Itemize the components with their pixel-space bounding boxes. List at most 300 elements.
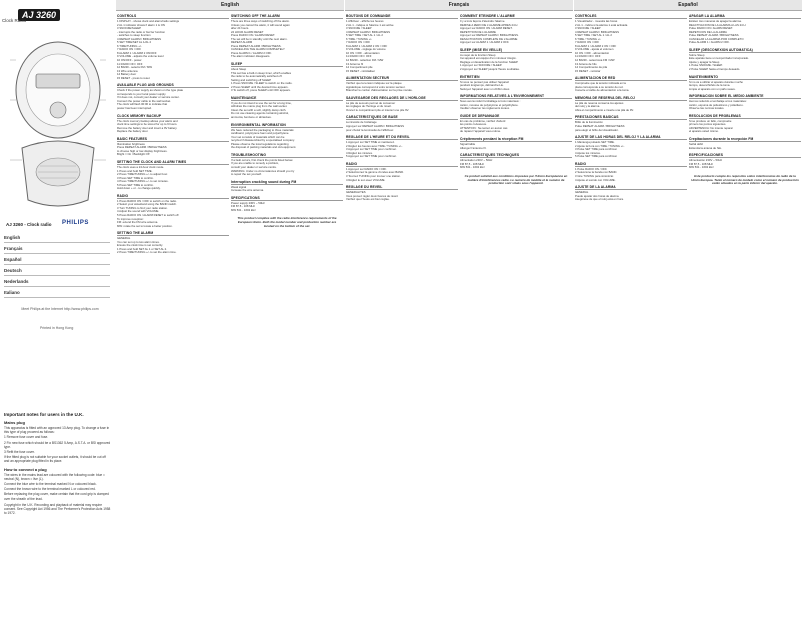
device-display xyxy=(36,74,80,88)
instruction-section xyxy=(117,13,229,80)
model-logo: AJ 3260 xyxy=(18,9,60,21)
section-line: If you do not intend to use the set for a long time, xyxy=(231,101,292,105)
section-heading: ALIMENTATION SECTEUR xyxy=(346,75,458,81)
instruction-section xyxy=(231,179,343,193)
section-line: Appuyez sur REPEAT ALARM / BRIGHTNESS. xyxy=(460,34,519,38)
section-line: Vérifiez que la tension indiquée sur la plaque xyxy=(346,82,402,86)
section-line: 4 Press TIME/TUNING +/- to set minutes. xyxy=(117,180,169,184)
section-line: 7 RADIO ON / OFF xyxy=(346,41,371,45)
section-line: CANCELAR LA ALARMA POR COMPLETO xyxy=(689,37,744,41)
section-heading: Crépitements pendant la réception FM xyxy=(460,136,572,142)
instruction-section xyxy=(231,122,343,150)
instruction-section xyxy=(689,93,801,111)
instruction-section xyxy=(231,13,343,59)
section-line: 2 AL 1 indicator shows if alarm 1 is ON xyxy=(117,23,165,27)
section-line: the radio to be automatically switched off. xyxy=(231,75,283,79)
section-line: 1 Afficheur - affiche les heures xyxy=(346,20,384,23)
section-line: 13 Antenne fil xyxy=(346,62,363,66)
product-title: Clock Radio xyxy=(2,18,27,23)
section-line: Increase the wire antenna. xyxy=(231,189,264,193)
section-heading: CARACTERISTIQUES DE BASE xyxy=(346,114,458,120)
section-line: Press REPEAT ALARM / BRIGHTNESS xyxy=(117,146,167,150)
instruction-section xyxy=(346,95,458,113)
section-line: 5 SET TIME / SET AL 1 / AL 2 xyxy=(575,34,612,38)
section-line: Replace the battery door. xyxy=(117,130,149,134)
section-line: 5 Press SET TIME to confirm. xyxy=(117,183,154,187)
section-line: 1 Appuyez sur SET TIME et maintenez. xyxy=(346,141,395,145)
section-line: 1 Mantenga pulsado SET TIME. xyxy=(575,141,615,145)
section-line: Ouvrez le compartiment pile et insérez une pile 9V. xyxy=(346,108,410,112)
column-header: Français xyxy=(345,0,573,11)
section-heading: ENVIRONMENTAL INFORMATION xyxy=(231,122,343,128)
instruction-section xyxy=(117,82,229,110)
section-line: 12 BAND - selects FM / MW xyxy=(117,66,152,70)
section-line: placa corresponde a su tensión de red. xyxy=(575,85,624,89)
language-item-english: English xyxy=(4,232,110,243)
instruction-section xyxy=(575,13,687,73)
section-line: 7 RADIO ON / OFF xyxy=(575,41,600,45)
section-line: 15 RESET - reiniciar xyxy=(575,69,601,73)
section-line: The clock memory backup allows your alarm and xyxy=(117,119,178,123)
instruction-section xyxy=(689,152,801,170)
section-line: corresponds to your local power supply. xyxy=(117,92,167,96)
section-line: Signal faible xyxy=(460,143,476,147)
section-line: Please observe the local regulations regarding xyxy=(231,142,289,146)
section-line: 2 Sélectionnez la gamme d'ondes avec BAND. xyxy=(346,171,404,175)
section-line: En cas de problème, vérifiez d'abord xyxy=(460,119,506,123)
section-heading: GUIDE DE DEPANNAGE xyxy=(460,113,572,119)
section-heading: AJUSTE DE LA ALARMA xyxy=(575,184,687,190)
section-line: pendant longtemps, débranchez-le. xyxy=(460,84,504,88)
instruction-section xyxy=(117,193,229,228)
text-sub-column xyxy=(117,13,229,617)
section-line: 5 Press RADIO ON / ALARM RESET to switch off. xyxy=(117,213,180,217)
section-heading: SLEEP (DESCONEXION AUTOMATICA) xyxy=(689,47,801,53)
section-line: Señal débil xyxy=(689,143,703,147)
section-line: Luminosité de l'éclairage xyxy=(346,121,377,125)
section-line: Pulse REPEAT ALARM / BRIGHTNESS xyxy=(575,125,625,129)
section-line: withdraw the mains plug from the wall socket. xyxy=(231,105,288,109)
section-line: If it does not, consult your dealer or service center. xyxy=(117,96,180,100)
section-line: MW: rotate the set to locate a better position. xyxy=(117,224,173,228)
section-line: 5 SET TIME/SET AL 1/AL 2 xyxy=(117,41,151,45)
section-heading: AVAILABLE PLUG AND GROUNDS xyxy=(117,82,229,88)
instruction-section xyxy=(460,136,572,150)
section-line: 2 Select your waveband using the BAND switch. xyxy=(117,203,177,207)
section-line: La pila de reserva conserva los ajustes xyxy=(575,101,624,105)
section-line: CANCELLING THE ALARM COMPLETELY xyxy=(231,48,285,52)
section-line: 2 Pulse SLEEP hasta el tiempo deseado. xyxy=(689,68,741,72)
instruction-section xyxy=(575,95,687,113)
section-line: consult your dealer or service centre. xyxy=(231,165,277,169)
section-line: 4 REPEAT ALARM / BRIGHTNESS xyxy=(575,30,620,34)
mains-plug-text: This apparatus is fitted with an approved 13 Amp plug. To change a fuse in this type of plug proceed as follows: xyxy=(4,426,110,435)
language-item-italian: Italiano xyxy=(4,287,110,298)
section-line: de réparer l'appareil vous-même. xyxy=(460,130,501,134)
section-line: 5 SET TIME / SET AL 1 / AL 2 xyxy=(346,34,383,38)
connect-plug-text: Connect the brown wire to the terminal marked L or coloured red. xyxy=(4,487,96,492)
language-item-german: Deutsch xyxy=(4,265,110,276)
section-line: 3 Gire TUNING para sintonizar. xyxy=(575,174,614,178)
instruction-section xyxy=(460,47,572,72)
instruction-section xyxy=(689,113,801,134)
section-line: 14 Compartiment pile xyxy=(346,66,373,70)
instruction-section xyxy=(346,13,458,73)
section-line: 9 VOLUME - adjusts the volume level xyxy=(117,55,164,59)
section-line: 8 ALARM 1 / ALARM 2 ON / OFF xyxy=(346,44,388,48)
section-line: This set has a built-in sleep timer, which enables xyxy=(231,71,292,75)
section-line: 3 SNOOZE/SLEEP xyxy=(117,27,141,31)
section-heading: SETTING THE ALARM xyxy=(117,230,229,236)
instruction-section xyxy=(460,93,572,111)
section-line: 14 Compartimento de pila xyxy=(575,66,608,70)
instruction-section xyxy=(117,230,229,255)
section-line: 1 Pulse RADIO ON / OFF. xyxy=(575,167,608,171)
section-heading: COMMENT ETEINDRE L'ALARME xyxy=(460,13,572,19)
section-line: 12 BAND - selecciona FM / MW xyxy=(575,59,615,63)
section-line: 1 Press SNOOZE / SLEEP to switch on the radio. xyxy=(231,82,293,86)
section-line: Veuillez observer les règlements locaux. xyxy=(460,107,510,111)
instruction-section xyxy=(231,195,343,213)
section-line: The alarm indicator disappears. xyxy=(231,55,271,59)
section-line: 7 RADIO ON / OFF xyxy=(117,48,142,52)
section-heading: REGLAGE DU REVEIL xyxy=(346,184,458,190)
section-line: Puede ajustar dos horas de alarma. xyxy=(575,194,620,198)
section-line: MW 531 - 1602 kHz xyxy=(689,166,714,170)
mains-plug-text: 3 Refit the fuse cover. xyxy=(4,450,35,455)
section-line: 14 Battery door xyxy=(117,73,137,77)
section-heading: INFORMACION SOBRE EL MEDIO AMBIENTE xyxy=(689,93,801,99)
section-line: Weak signal xyxy=(231,185,247,189)
section-heading: ALIMENTACION DE RED xyxy=(575,75,687,81)
section-line: after 24 hours. xyxy=(231,27,250,31)
section-line: 2 Ajuste la hora con TIME / TUNING +/-. xyxy=(575,144,625,148)
section-line: REACTIVACION DE LA ALARMA A LAS 24 H xyxy=(689,23,746,27)
instruction-section xyxy=(346,75,458,93)
section-line: 4 REPEAT ALARM / BRIGHTNESS xyxy=(117,37,162,41)
philips-logo: PHILIPS xyxy=(62,220,89,226)
section-line: to choose high or low display brightness. xyxy=(117,149,168,153)
section-line: el aparato usted mismo. xyxy=(689,130,719,134)
section-line: FM 87,5 - 108 MHz xyxy=(689,162,713,166)
section-heading: MEMORIA DE RESERVA DEL RELOJ xyxy=(575,95,687,101)
instruction-section xyxy=(231,61,343,93)
section-line: para elegir el brillo del visualizador. xyxy=(575,128,619,132)
section-heading: RADIO xyxy=(117,193,229,199)
section-line: Pulse ALARM 1 / ALARM 2 OFF. xyxy=(689,41,730,45)
section-line: 12 BAND - sélection FM / MW xyxy=(346,59,384,63)
section-line: Press REPEAT ALARM / BRIGHTNESS. xyxy=(231,44,282,48)
printed-in-note: Printed in Hong Kong xyxy=(40,326,74,330)
section-line: carton, mousse de polystyrène et polyéthylène. xyxy=(460,103,519,107)
mains-plug-text: If the fitted plug is not suitable for your socket outlets, it should be cut off and an appropriate plug fitted in its place. xyxy=(4,455,106,464)
section-line: Setting and switching off SLEEP xyxy=(231,78,272,82)
instruction-section xyxy=(575,184,687,202)
section-line: FM: extend the FM wire antenna. xyxy=(117,221,159,225)
section-line: REPETITION DE L'ALARME xyxy=(460,30,496,34)
section-heading: RADIO xyxy=(346,161,458,167)
instruction-section xyxy=(117,159,229,191)
language-item-french: Français xyxy=(4,243,110,254)
section-line: Alimentation 230V ~ 50Hz xyxy=(460,159,493,163)
section-line: Ajuste y apagar la Sleep xyxy=(689,60,720,64)
section-line: 6 TIME / TUNING +/- xyxy=(575,37,602,41)
section-line: Bright = On / Backlight Off xyxy=(117,153,150,157)
language-item-dutch: Nederlands xyxy=(4,276,110,287)
section-line: 4 Ajuste el sonido con VOLUME. xyxy=(575,178,616,182)
section-line: 1 Press and hold SET AL 1 or SET AL 2. xyxy=(117,247,167,251)
section-line: Cet appareil est équipé d'un minuteur intégré. xyxy=(460,57,517,61)
section-heading: AJUSTE DE LAS HORAS DEL RELOJ Y LA ALARMA xyxy=(575,134,687,140)
section-line: ATTENTION : Ne tentez en aucun cas xyxy=(460,126,508,130)
instruction-section xyxy=(346,184,458,202)
section-line: GENERALITES xyxy=(346,191,366,195)
section-line: 6 TIME / TUNING +/- xyxy=(346,37,373,41)
section-line: 5 Pulse SET TIME para confirmar. xyxy=(575,155,618,159)
section-line: Your set consists of materials which can be xyxy=(231,135,285,139)
section-heading: INFORMATIONS RELATIVES A L'ENVIRONNEMENT xyxy=(460,93,572,99)
section-line: 3 SNOOZE / SLEEP xyxy=(346,27,372,31)
section-line: If a fault occurs, first check the points listed below. xyxy=(231,158,294,162)
section-line: Asegúrese de que el reloj está en hora. xyxy=(575,198,624,202)
mains-plug-text: 1 Remove fuse cover and fuse. xyxy=(4,435,49,440)
section-line: Extienda la antena de hilo. xyxy=(689,146,722,150)
section-heading: CLOCK MEMORY BACKUP xyxy=(117,113,229,119)
instruction-section xyxy=(460,13,572,45)
section-line: Pulse REPEAT ALARM / BRIGHTNESS. xyxy=(689,34,740,38)
section-heading: RADIO xyxy=(575,161,687,167)
section-line: Observe las normas locales. xyxy=(689,107,725,111)
section-line: the disposal of packing materials and old equipment. xyxy=(231,146,297,150)
section-heading: SLEEP (MISE EN VEILLE) xyxy=(460,47,572,53)
instruction-section xyxy=(575,161,687,182)
section-line: 2 Seleccione la banda con BAND. xyxy=(575,171,618,175)
section-line: 1 Pulse SNOOZE / SLEEP. xyxy=(689,64,723,68)
section-line: Unless you cancel the alarm, it will sound again xyxy=(231,23,290,27)
compliance-footer: Ce produit satisfait aux conditions imposées par l'Union Européenne en matière d'interférences radio. Le numéro de modèle et le numéro de production sont situés sous l'appareil. xyxy=(464,173,568,186)
connect-plug-text: The wires in the mains lead are coloured with the following code: blue = neutral (N), brown = live (L). xyxy=(4,472,105,481)
section-line: Este aparato tiene un temporizador incorporado. xyxy=(689,57,750,61)
section-heading: MAINTENANCE xyxy=(231,95,343,101)
section-line: 2 AL 1 - indique si l'alarme 1 est active xyxy=(346,23,394,27)
uk-notes-title: Important notes for users in the U.K. xyxy=(4,412,84,417)
section-heading: REGLAGE DE L'HEURE ET DU REVEIL xyxy=(346,134,458,140)
section-line: 5 Appuyez sur SET TIME pour confirmer. xyxy=(346,155,397,159)
section-line: REMISE A ZERO DE L'ALARME APRES 24 H xyxy=(460,23,518,27)
english-column xyxy=(116,0,344,617)
language-item-spanish: Español xyxy=(4,254,110,265)
section-line: MW 531 - 1602 kHz xyxy=(231,208,256,212)
section-line: WARNING: Under no circumstances should you try xyxy=(231,169,295,173)
section-line: ADVERTENCIA: No intente reparar xyxy=(689,126,733,130)
section-line: 2 AL 1 - indica si la alarma 1 está activada xyxy=(575,23,628,27)
section-line: - switches to sleep function xyxy=(117,34,151,38)
section-line: Brillo de la iluminación xyxy=(575,121,603,125)
section-line: Il y a trois façons d'éteindre l'alarme. xyxy=(460,20,506,23)
text-sub-column xyxy=(689,13,801,617)
instruction-section xyxy=(460,152,572,170)
section-line: Power supply 230V ~ 50Hz xyxy=(231,201,265,205)
section-heading: SWITCHING OFF THE ALARM xyxy=(231,13,343,19)
section-heading: SETTING THE CLOCK AND ALARM TIMES xyxy=(117,159,229,165)
instruction-section xyxy=(575,134,687,159)
section-line: Remove the battery door and insert a 9V battery. xyxy=(117,126,178,130)
instruction-section xyxy=(689,74,801,92)
instruction-section xyxy=(346,134,458,159)
section-line: Réglage et désactivation de la fonction SLEEP xyxy=(460,60,518,64)
section-line: ammonia, benzene or abrasives. xyxy=(231,116,272,120)
text-sub-column xyxy=(346,13,458,617)
section-line: You can set up to two alarm times. xyxy=(117,240,160,244)
language-list xyxy=(4,232,110,298)
section-line: The set will be in standby until the next alarm. xyxy=(231,37,288,41)
section-line: 4 Ajuste los minutos. xyxy=(575,151,601,155)
section-line: REPETICION DE LA ALARMA xyxy=(689,30,727,34)
connect-plug-heading: How to connect a plug xyxy=(4,466,47,472)
section-line: Appuyez sur RADIO ON / ALARM RESET. xyxy=(460,27,513,31)
section-line: 3 SNOOZE / SLEEP xyxy=(575,27,601,31)
section-line: Clean the set with a soft, slightly damp cloth. xyxy=(231,108,287,112)
section-line: GENERAL xyxy=(575,191,589,195)
section-line: 10 ON/OFF - power xyxy=(117,59,142,63)
instruction-section xyxy=(575,114,687,132)
section-line: les réglages de l'horloge et du réveil. xyxy=(346,105,392,109)
instruction-section xyxy=(231,152,343,177)
section-line: signalétique correspond à votre tension secteur. xyxy=(346,85,406,89)
section-heading: MANTENIMIENTO xyxy=(689,74,801,80)
section-line: Appuyez sur REPEAT ALARM / BRIGHTNESS xyxy=(346,125,405,129)
instruction-section xyxy=(575,75,687,93)
section-line: Press ALARM 1 / ALARM 2 OFF. xyxy=(231,51,272,55)
section-heading: SPECIFICATIONS xyxy=(231,195,343,201)
section-line: Press RADIO ON / ALARM RESET. xyxy=(231,34,276,38)
section-line: 15 RESET - réinitialiser xyxy=(346,69,376,73)
section-line: Branchez le cordon d'alimentation sur la prise murale. xyxy=(346,89,413,93)
section-line: MW 531 - 1602 kHz xyxy=(460,166,485,170)
section-heading: PRESTACIONES BASICAS xyxy=(575,114,687,120)
section-line: DESACTIVATION COMPLETE DE L'ALARME xyxy=(460,37,518,41)
section-line: 3 To switch off, press SLEEP until OFF appears. xyxy=(231,89,291,93)
model-caption: AJ 3260 - Clock radio xyxy=(6,222,52,227)
section-line: Abra el compartimento e inserte una pila de 9V. xyxy=(575,108,634,112)
section-line: GENERAL xyxy=(117,237,131,241)
section-line: REPEAT ALARM xyxy=(231,41,253,45)
section-line: Do not use cleaning agents containing alcohol, xyxy=(231,112,289,116)
section-heading: SAUVEGARDE DES REGLAGES DE L'HORLOGE xyxy=(346,95,458,101)
section-heading: ENTRETIEN xyxy=(460,74,572,80)
section-line: cartón, espuma de poliestireno y polietileno. xyxy=(689,103,744,107)
mains-plug-heading: Mains plug xyxy=(4,420,25,425)
section-line: 6 TIME/TUNING +/- xyxy=(117,44,142,48)
text-sub-column xyxy=(575,13,687,617)
section-line: primero los puntos siguientes. xyxy=(689,123,727,127)
section-line: Ensure the clock time is set correctly. xyxy=(117,244,163,248)
section-line: 3 Pulse SET TIME para confirmar. xyxy=(575,148,618,152)
section-line: Au sujet de la fonction Sleep xyxy=(460,53,496,57)
section-line: 4 Réglez les minutes. xyxy=(346,151,373,155)
instruction-section xyxy=(346,161,458,182)
instruction-section xyxy=(117,113,229,134)
spanish-column xyxy=(574,0,802,617)
section-line: 15 RESET - press to reset xyxy=(117,76,150,80)
section-line: FM 87.5 - 108 MHz xyxy=(231,205,255,209)
section-line: 4 Adjust the sound with VOLUME. xyxy=(117,210,160,214)
section-line: Limpie el aparato con un paño suave. xyxy=(689,87,736,91)
section-line: We have reduced the packaging to three materials: xyxy=(231,128,295,132)
section-line: Si no va a utilizar el aparato durante mucho xyxy=(689,80,743,84)
section-line: Vous pouvez régler deux heures de réveil. xyxy=(346,194,399,198)
section-line: 11 RADIO ON / OFF xyxy=(575,55,601,59)
section-line: 3 Tournez TUNING pour trouver une station. xyxy=(346,174,401,178)
instruction-section xyxy=(117,136,229,157)
copyright-note: Copyright in the U.K. Recording and playback of material may require consent. See Copyright Act 1956 and The Performer's Protection Acts 1958 to 1972. xyxy=(4,502,111,516)
section-line: Allongez l'antenne fil. xyxy=(460,146,487,150)
section-line: 1 Appuyez sur RADIO ON / OFF. xyxy=(346,167,387,171)
section-line: clock time settings to be stored for up to 6 hours. xyxy=(117,123,178,127)
instruction-section xyxy=(460,74,572,92)
section-line: 9 VOLUME - réglage du volume xyxy=(346,48,386,52)
section-line: Check if the power supply as shown on the type plate xyxy=(117,89,184,93)
section-heading: BOUTONS DE COMMANDE xyxy=(346,13,458,19)
device-knob xyxy=(50,102,66,118)
column-body xyxy=(345,11,573,617)
section-heading: BASIC FEATURES xyxy=(117,136,229,142)
section-line: 3 Turn TUNING to find your radio station. xyxy=(117,206,168,210)
compliance-footer: Este producto cumple los requisitos sobre interferencias de radio de la Unión Europea. Tanto el número de modelo como el número de producción están situados en la parte inferior del aparato. xyxy=(691,173,799,186)
section-line: Vérifiez que l'heure est bien réglée. xyxy=(346,198,390,202)
section-line: del reloj y la alarma. xyxy=(575,105,601,109)
section-line: Existen tres maneras de apagar la alarma. xyxy=(689,20,742,23)
uk-notes-section xyxy=(4,412,112,516)
text-sub-column xyxy=(460,13,572,617)
section-line: Appuyez sur ALARM 1 / ALARM 2 OFF. xyxy=(460,41,510,45)
section-line: 10 ON / OFF - alimentación xyxy=(575,51,610,55)
section-line: Hold down + or - to change quickly. xyxy=(117,187,161,191)
section-heading: ESPECIFICACIONES xyxy=(689,152,801,158)
clock-radio-illustration xyxy=(8,30,108,218)
mains-plug-text: 2 Fix new fuse which should be a BS1362 5 Amp, A.S.T.A. or BSI approved type. xyxy=(4,440,111,449)
section-line: 8 ALARM 1 / ALARM 2 ON/OFF xyxy=(117,51,157,55)
section-line: The clock uses a 24-hour clock mode. xyxy=(117,165,165,169)
section-line: Connect the power cable to the wall socket. xyxy=(117,99,171,103)
section-line: 1 Appuyez sur SNOOZE / SLEEP. xyxy=(460,64,503,68)
section-line: 1 Press RADIO ON / OFF to switch on the radio. xyxy=(117,199,177,203)
column-body xyxy=(116,11,344,617)
section-line: 10 ON / OFF - alimentation xyxy=(346,51,380,55)
section-line: 13 Wire antenna xyxy=(117,69,138,73)
section-line: Illumination brightness xyxy=(117,142,145,146)
compliance-footer: This product complies with the radio interference requirements of the European Union. Both the model number and production number are located on the bottom of the set. xyxy=(237,216,337,228)
column-body xyxy=(574,11,802,617)
instruction-section xyxy=(689,13,801,45)
section-line: 3 Appuyez sur SET TIME pour confirmer. xyxy=(346,148,397,152)
section-line: 2 Press TIME/TUNING +/- to set the alarm time. xyxy=(117,251,177,255)
section-line: Compruebe que la tensión indicada en la xyxy=(575,82,626,86)
instruction-section xyxy=(689,47,801,72)
section-line: 2 Press TIME/TUNING +/- to adjust hour. xyxy=(117,173,168,177)
section-line: Conecte el cable de alimentación a la toma. xyxy=(575,89,630,93)
section-line: 2 Réglez les heures avec TIME / TUNING +/-. xyxy=(346,144,403,148)
section-line: to repair the set yourself. xyxy=(231,173,262,177)
section-heading: TROUBLESHOOTING xyxy=(231,152,343,158)
section-line: About Sleep xyxy=(231,68,247,72)
section-heading: SLEEP xyxy=(231,61,343,67)
section-line: 24 HOUR ALARM RESET xyxy=(231,30,264,34)
section-line: power has been interrupted. xyxy=(117,107,152,111)
section-line: 11 RADIO ON / OFF xyxy=(346,55,372,59)
section-line: 8 ALARM 1 / ALARM 2 ON / OFF xyxy=(575,44,617,48)
section-line: - interrupts the radio or buzzer function xyxy=(117,30,166,34)
